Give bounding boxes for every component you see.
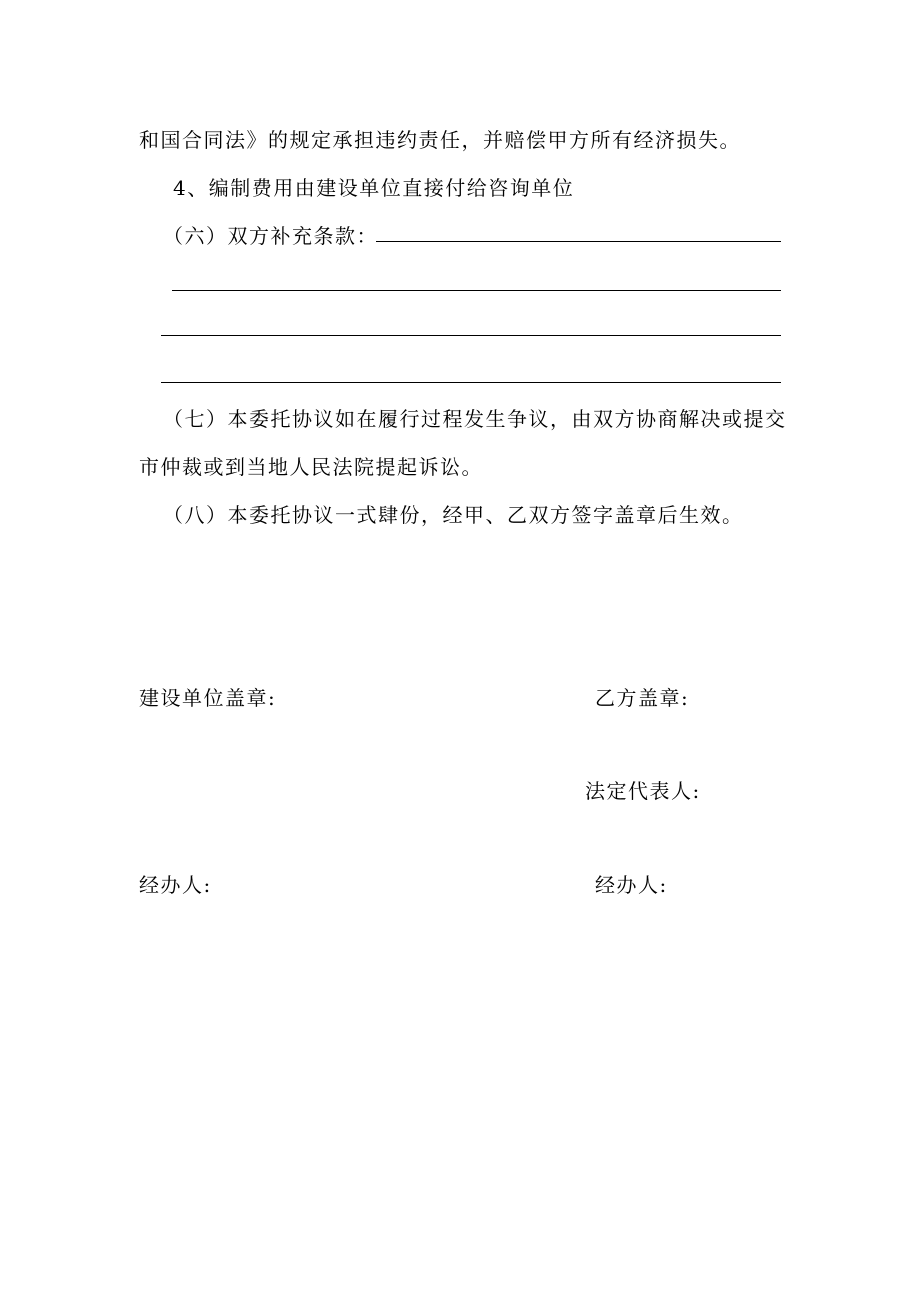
supplement-blank-line-3: [161, 335, 781, 336]
item-4-fee-payment: 4、编制费用由建设单位直接付给咨询单位: [173, 176, 575, 200]
supplement-blank-line-4: [161, 382, 781, 383]
builder-handler-label: 经办人:: [139, 873, 212, 897]
builder-seal-label: 建设单位盖章:: [139, 686, 277, 710]
supplement-blank-line-2: [172, 290, 781, 291]
party-b-handler-label: 经办人:: [595, 873, 668, 897]
legal-representative-label: 法定代表人:: [585, 779, 701, 803]
clause-7-line-1: （七）本委托协议如在履行过程发生争议，由双方协商解决或提交: [163, 407, 787, 431]
paragraph-continuation: 和国合同法》的规定承担违约责任，并赔偿甲方所有经济损失。: [139, 128, 741, 152]
supplement-clause-label: （六）双方补充条款：: [163, 224, 378, 248]
supplement-blank-line-1: [376, 241, 781, 242]
clause-7-line-2: 市仲裁或到当地人民法院提起诉讼。: [139, 455, 483, 479]
party-b-seal-label: 乙方盖章:: [595, 686, 690, 710]
clause-8: （八）本委托协议一式肆份，经甲、乙双方签字盖章后生效。: [163, 503, 744, 527]
